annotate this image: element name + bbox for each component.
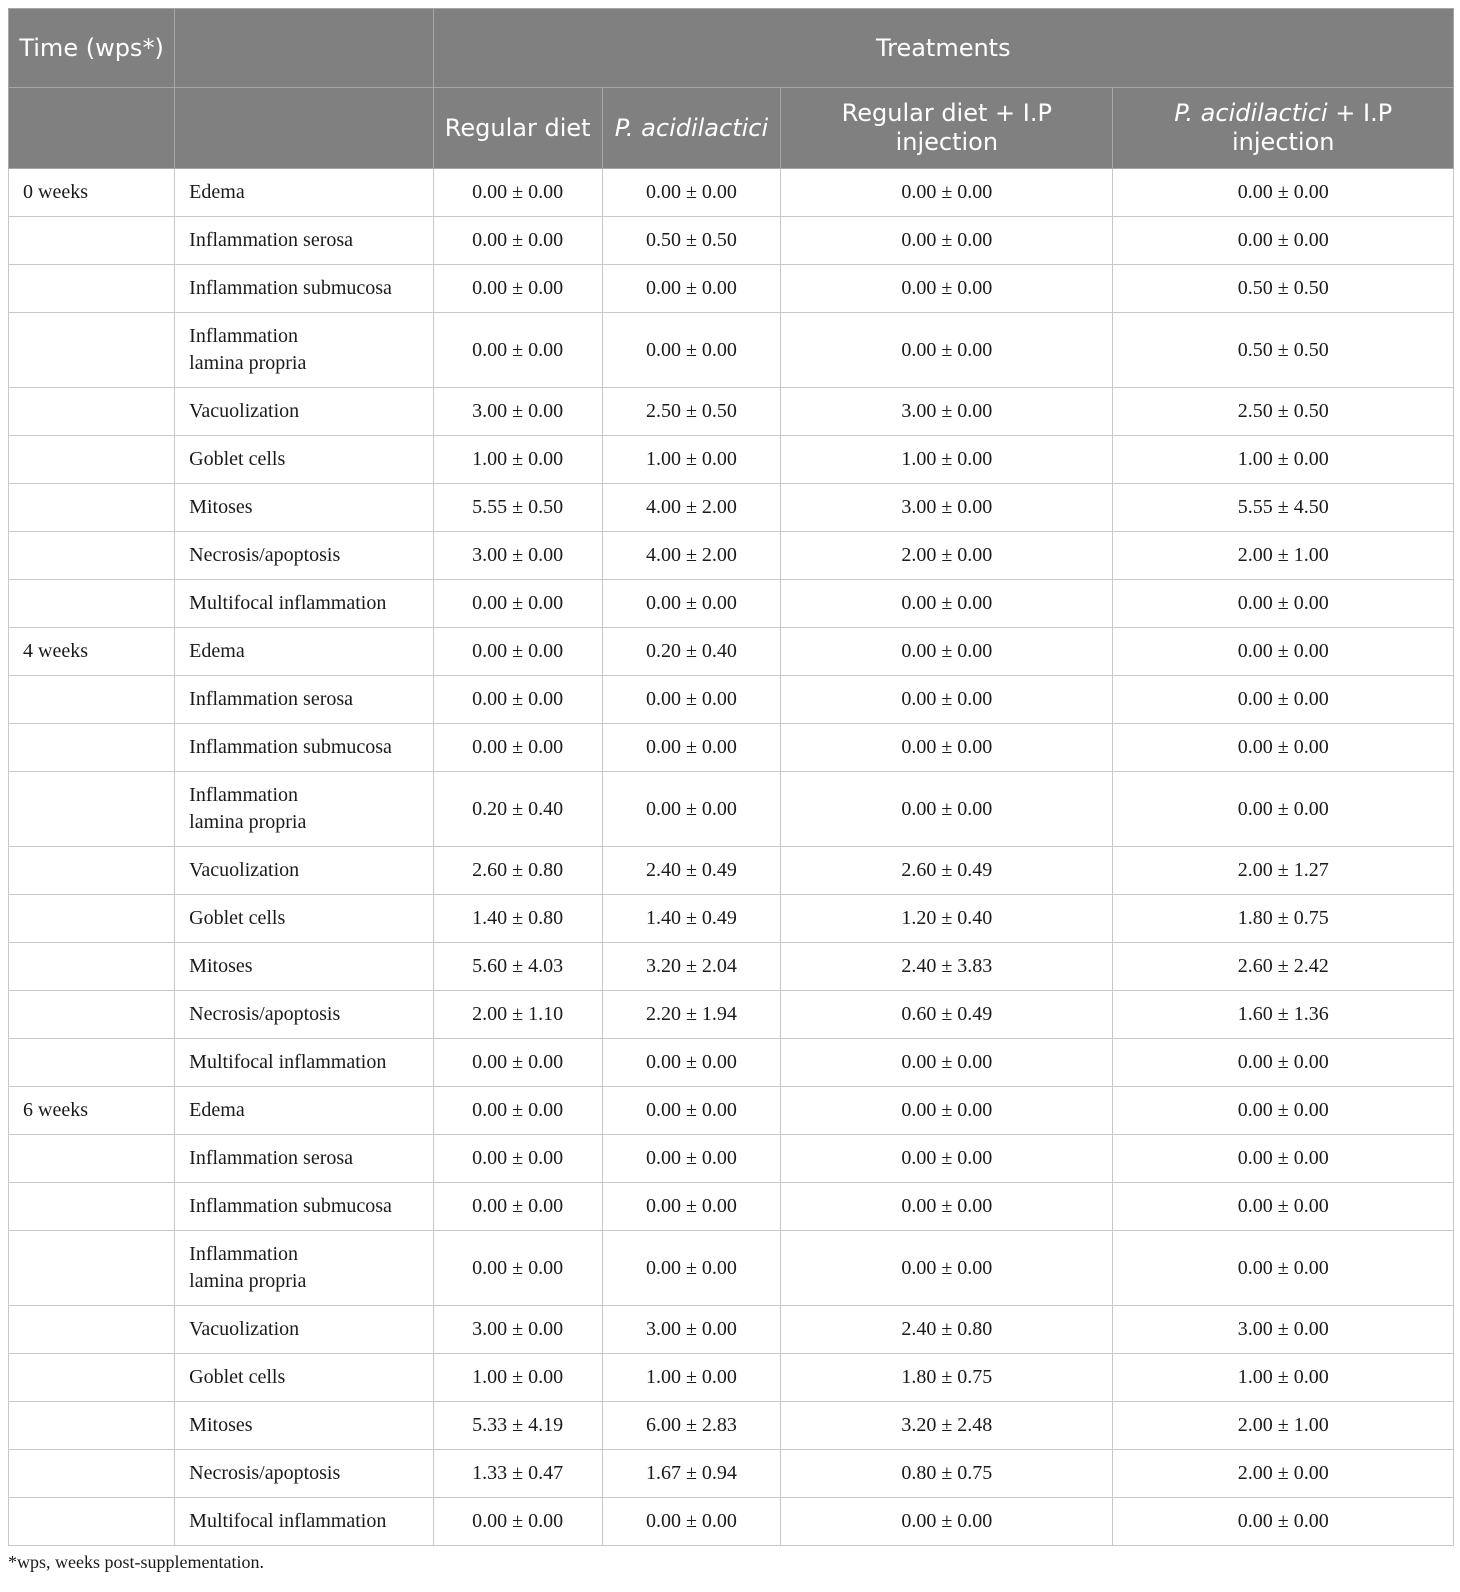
- time-cell: [9, 991, 175, 1039]
- time-cell: [9, 1354, 175, 1402]
- table-container: [8, 8, 1454, 1546]
- value-cell: 0.00 ± 0.00: [602, 1135, 780, 1183]
- time-cell: [9, 895, 175, 943]
- value-cell: 2.00 ± 0.00: [781, 532, 1113, 580]
- value-cell: 0.00 ± 0.00: [1113, 217, 1454, 265]
- treatment-header-regular-diet: [433, 88, 602, 169]
- value-cell: 0.00 ± 0.00: [781, 580, 1113, 628]
- treatment-label: Regular diet: [444, 113, 591, 142]
- treatment-label-rest: + I.P injection: [1232, 99, 1393, 156]
- value-cell: 3.00 ± 0.00: [433, 388, 602, 436]
- value-cell: 0.00 ± 0.00: [602, 676, 780, 724]
- value-cell: 2.40 ± 0.80: [781, 1306, 1113, 1354]
- footnote: *wps, weeks post-supplementation.: [8, 1552, 264, 1572]
- value-cell: 0.00 ± 0.00: [602, 580, 780, 628]
- time-cell: [9, 676, 175, 724]
- value-cell: 0.00 ± 0.00: [433, 313, 602, 388]
- value-cell: 0.00 ± 0.00: [781, 1135, 1113, 1183]
- table-row: [9, 676, 1454, 724]
- value-cell: 0.20 ± 0.40: [602, 628, 780, 676]
- parameter-header: [175, 9, 433, 88]
- parameter-cell: Mitoses: [175, 484, 433, 532]
- table-row: [9, 772, 1454, 847]
- parameter-cell: Inflammation lamina propria: [175, 772, 433, 847]
- value-cell: 0.00 ± 0.00: [781, 313, 1113, 388]
- table-row: [9, 1183, 1454, 1231]
- value-cell: 4.00 ± 2.00: [602, 484, 780, 532]
- parameter-cell: Necrosis/apoptosis: [175, 991, 433, 1039]
- value-cell: 0.00 ± 0.00: [1113, 1231, 1454, 1306]
- parameter-cell: Inflammation submucosa: [175, 265, 433, 313]
- value-cell: 0.00 ± 0.00: [1113, 169, 1454, 217]
- value-cell: 0.00 ± 0.00: [602, 313, 780, 388]
- table-row: [9, 943, 1454, 991]
- value-cell: 0.60 ± 0.49: [781, 991, 1113, 1039]
- value-cell: 3.00 ± 0.00: [1113, 1306, 1454, 1354]
- value-cell: 6.00 ± 2.83: [602, 1402, 780, 1450]
- parameter-cell: Mitoses: [175, 943, 433, 991]
- value-cell: 0.00 ± 0.00: [781, 265, 1113, 313]
- histopathology-table: [8, 8, 1454, 1546]
- value-cell: 0.00 ± 0.00: [433, 676, 602, 724]
- value-cell: 1.00 ± 0.00: [602, 1354, 780, 1402]
- time-cell: [9, 1450, 175, 1498]
- value-cell: 0.00 ± 0.00: [1113, 772, 1454, 847]
- value-cell: 0.00 ± 0.00: [602, 772, 780, 847]
- value-cell: 0.00 ± 0.00: [1113, 1498, 1454, 1546]
- value-cell: 0.00 ± 0.00: [1113, 724, 1454, 772]
- value-cell: 2.00 ± 1.27: [1113, 847, 1454, 895]
- value-cell: 0.00 ± 0.00: [1113, 628, 1454, 676]
- value-cell: 3.00 ± 0.00: [602, 1306, 780, 1354]
- value-cell: 0.00 ± 0.00: [433, 1135, 602, 1183]
- value-cell: 0.00 ± 0.00: [433, 724, 602, 772]
- value-cell: 0.00 ± 0.00: [602, 1039, 780, 1087]
- value-cell: 0.50 ± 0.50: [1113, 313, 1454, 388]
- table-row: [9, 1231, 1454, 1306]
- value-cell: 1.00 ± 0.00: [1113, 436, 1454, 484]
- value-cell: 0.00 ± 0.00: [602, 169, 780, 217]
- value-cell: 0.00 ± 0.00: [433, 1183, 602, 1231]
- table-row: [9, 1039, 1454, 1087]
- time-subheader-blank: [9, 88, 175, 169]
- parameter-cell: Necrosis/apoptosis: [175, 1450, 433, 1498]
- time-cell: [9, 313, 175, 388]
- parameter-cell: Multifocal inflammation: [175, 1039, 433, 1087]
- value-cell: 0.00 ± 0.00: [433, 169, 602, 217]
- parameter-cell: Inflammation serosa: [175, 1135, 433, 1183]
- value-cell: 2.60 ± 2.42: [1113, 943, 1454, 991]
- parameter-cell: Inflammation serosa: [175, 676, 433, 724]
- time-cell: [9, 580, 175, 628]
- table-row: [9, 895, 1454, 943]
- value-cell: 2.60 ± 0.80: [433, 847, 602, 895]
- time-cell: [9, 436, 175, 484]
- time-cell: [9, 1135, 175, 1183]
- time-cell: 0 weeks: [9, 169, 175, 217]
- table-row: [9, 313, 1454, 388]
- value-cell: 0.00 ± 0.00: [433, 265, 602, 313]
- treatment-header-p-acidilactici: [602, 88, 780, 169]
- time-cell: [9, 484, 175, 532]
- parameter-cell: Inflammation lamina propria: [175, 313, 433, 388]
- value-cell: 0.00 ± 0.00: [433, 1231, 602, 1306]
- value-cell: 4.00 ± 2.00: [602, 532, 780, 580]
- value-cell: 0.00 ± 0.00: [781, 628, 1113, 676]
- value-cell: 0.00 ± 0.00: [781, 1039, 1113, 1087]
- time-cell: [9, 532, 175, 580]
- time-cell: [9, 1231, 175, 1306]
- parameter-cell: Goblet cells: [175, 1354, 433, 1402]
- parameter-cell: Vacuolization: [175, 1306, 433, 1354]
- value-cell: 0.00 ± 0.00: [602, 1498, 780, 1546]
- value-cell: 0.00 ± 0.00: [433, 580, 602, 628]
- value-cell: 0.20 ± 0.40: [433, 772, 602, 847]
- value-cell: 0.00 ± 0.00: [433, 1498, 602, 1546]
- time-cell: [9, 943, 175, 991]
- parameter-cell: Vacuolization: [175, 388, 433, 436]
- value-cell: 0.00 ± 0.00: [433, 217, 602, 265]
- value-cell: 1.67 ± 0.94: [602, 1450, 780, 1498]
- value-cell: 2.00 ± 1.00: [1113, 1402, 1454, 1450]
- parameter-subheader-blank: [175, 88, 433, 169]
- parameter-cell: Mitoses: [175, 1402, 433, 1450]
- table-row: [9, 169, 1454, 217]
- parameter-cell: Edema: [175, 628, 433, 676]
- table-row: [9, 484, 1454, 532]
- time-header: Time (wps*): [9, 9, 175, 88]
- value-cell: 0.00 ± 0.00: [1113, 1039, 1454, 1087]
- value-cell: 0.00 ± 0.00: [602, 1231, 780, 1306]
- value-cell: 1.40 ± 0.49: [602, 895, 780, 943]
- value-cell: 3.00 ± 0.00: [433, 1306, 602, 1354]
- table-row: [9, 1354, 1454, 1402]
- parameter-cell: Vacuolization: [175, 847, 433, 895]
- value-cell: 1.00 ± 0.00: [1113, 1354, 1454, 1402]
- time-cell: [9, 772, 175, 847]
- value-cell: 0.00 ± 0.00: [602, 1087, 780, 1135]
- table-row: [9, 1087, 1454, 1135]
- time-cell: [9, 1183, 175, 1231]
- treatment-header-regular-diet-ip: [781, 88, 1113, 169]
- time-cell: 6 weeks: [9, 1087, 175, 1135]
- value-cell: 1.60 ± 1.36: [1113, 991, 1454, 1039]
- time-cell: [9, 1402, 175, 1450]
- value-cell: 1.00 ± 0.00: [602, 436, 780, 484]
- table-row: [9, 724, 1454, 772]
- table-row: [9, 1306, 1454, 1354]
- value-cell: 2.50 ± 0.50: [602, 388, 780, 436]
- value-cell: 0.00 ± 0.00: [781, 724, 1113, 772]
- value-cell: 0.80 ± 0.75: [781, 1450, 1113, 1498]
- value-cell: 2.00 ± 1.10: [433, 991, 602, 1039]
- value-cell: 3.00 ± 0.00: [781, 484, 1113, 532]
- value-cell: 0.00 ± 0.00: [1113, 1087, 1454, 1135]
- value-cell: 3.00 ± 0.00: [781, 388, 1113, 436]
- parameter-cell: Inflammation submucosa: [175, 724, 433, 772]
- time-cell: [9, 847, 175, 895]
- value-cell: 2.00 ± 0.00: [1113, 1450, 1454, 1498]
- value-cell: 0.00 ± 0.00: [781, 169, 1113, 217]
- table-row: [9, 1450, 1454, 1498]
- parameter-cell: Inflammation submucosa: [175, 1183, 433, 1231]
- table-row: [9, 991, 1454, 1039]
- value-cell: 3.00 ± 0.00: [433, 532, 602, 580]
- parameter-cell: Multifocal inflammation: [175, 580, 433, 628]
- value-cell: 0.00 ± 0.00: [781, 1087, 1113, 1135]
- table-row: [9, 1135, 1454, 1183]
- value-cell: 2.00 ± 1.00: [1113, 532, 1454, 580]
- value-cell: 2.60 ± 0.49: [781, 847, 1113, 895]
- value-cell: 1.80 ± 0.75: [1113, 895, 1454, 943]
- value-cell: 0.00 ± 0.00: [433, 628, 602, 676]
- time-cell: [9, 388, 175, 436]
- parameter-cell: Edema: [175, 1087, 433, 1135]
- treatment-label: P. acidilactici: [614, 113, 769, 142]
- value-cell: 3.20 ± 2.48: [781, 1402, 1113, 1450]
- treatment-label: Regular diet + I.P injection: [841, 99, 1052, 156]
- table-row: [9, 580, 1454, 628]
- value-cell: 0.00 ± 0.00: [781, 1231, 1113, 1306]
- value-cell: 0.00 ± 0.00: [781, 676, 1113, 724]
- value-cell: 5.33 ± 4.19: [433, 1402, 602, 1450]
- value-cell: 2.40 ± 3.83: [781, 943, 1113, 991]
- parameter-cell: Goblet cells: [175, 895, 433, 943]
- table-row: [9, 1402, 1454, 1450]
- value-cell: 2.50 ± 0.50: [1113, 388, 1454, 436]
- value-cell: 2.40 ± 0.49: [602, 847, 780, 895]
- value-cell: 1.20 ± 0.40: [781, 895, 1113, 943]
- time-cell: [9, 1306, 175, 1354]
- table-row: [9, 628, 1454, 676]
- parameter-cell: Goblet cells: [175, 436, 433, 484]
- value-cell: 0.00 ± 0.00: [781, 217, 1113, 265]
- treatment-header-p-acidilactici-ip: [1113, 88, 1454, 169]
- value-cell: 1.80 ± 0.75: [781, 1354, 1113, 1402]
- table-row: [9, 532, 1454, 580]
- table-row: [9, 388, 1454, 436]
- value-cell: 1.00 ± 0.00: [433, 436, 602, 484]
- value-cell: 0.00 ± 0.00: [602, 724, 780, 772]
- value-cell: 1.00 ± 0.00: [433, 1354, 602, 1402]
- value-cell: 0.00 ± 0.00: [1113, 1135, 1454, 1183]
- parameter-cell: Inflammation serosa: [175, 217, 433, 265]
- value-cell: 0.00 ± 0.00: [1113, 676, 1454, 724]
- treatment-label-italic: P. acidilactici: [1174, 99, 1328, 127]
- table-row: [9, 217, 1454, 265]
- value-cell: 1.33 ± 0.47: [433, 1450, 602, 1498]
- value-cell: 1.00 ± 0.00: [781, 436, 1113, 484]
- value-cell: 2.20 ± 1.94: [602, 991, 780, 1039]
- value-cell: 0.00 ± 0.00: [1113, 1183, 1454, 1231]
- value-cell: 3.20 ± 2.04: [602, 943, 780, 991]
- value-cell: 0.00 ± 0.00: [433, 1087, 602, 1135]
- treatments-header: Treatments: [433, 9, 1453, 88]
- value-cell: 0.00 ± 0.00: [781, 772, 1113, 847]
- table-row: [9, 1498, 1454, 1546]
- time-cell: [9, 265, 175, 313]
- value-cell: 0.00 ± 0.00: [1113, 580, 1454, 628]
- value-cell: 5.55 ± 4.50: [1113, 484, 1454, 532]
- value-cell: 5.55 ± 0.50: [433, 484, 602, 532]
- table-row: [9, 436, 1454, 484]
- parameter-cell: Necrosis/apoptosis: [175, 532, 433, 580]
- time-cell: [9, 1498, 175, 1546]
- table-row: [9, 847, 1454, 895]
- time-cell: [9, 724, 175, 772]
- table-body: [9, 169, 1454, 1546]
- value-cell: 0.00 ± 0.00: [781, 1183, 1113, 1231]
- value-cell: 0.00 ± 0.00: [602, 1183, 780, 1231]
- table-row: [9, 265, 1454, 313]
- value-cell: 1.40 ± 0.80: [433, 895, 602, 943]
- time-cell: [9, 217, 175, 265]
- value-cell: 0.00 ± 0.00: [433, 1039, 602, 1087]
- time-cell: 4 weeks: [9, 628, 175, 676]
- value-cell: 0.50 ± 0.50: [1113, 265, 1454, 313]
- value-cell: 0.00 ± 0.00: [602, 265, 780, 313]
- value-cell: 0.50 ± 0.50: [602, 217, 780, 265]
- parameter-cell: Inflammation lamina propria: [175, 1231, 433, 1306]
- parameter-cell: Multifocal inflammation: [175, 1498, 433, 1546]
- parameter-cell: Edema: [175, 169, 433, 217]
- value-cell: 0.00 ± 0.00: [781, 1498, 1113, 1546]
- value-cell: 5.60 ± 4.03: [433, 943, 602, 991]
- time-cell: [9, 1039, 175, 1087]
